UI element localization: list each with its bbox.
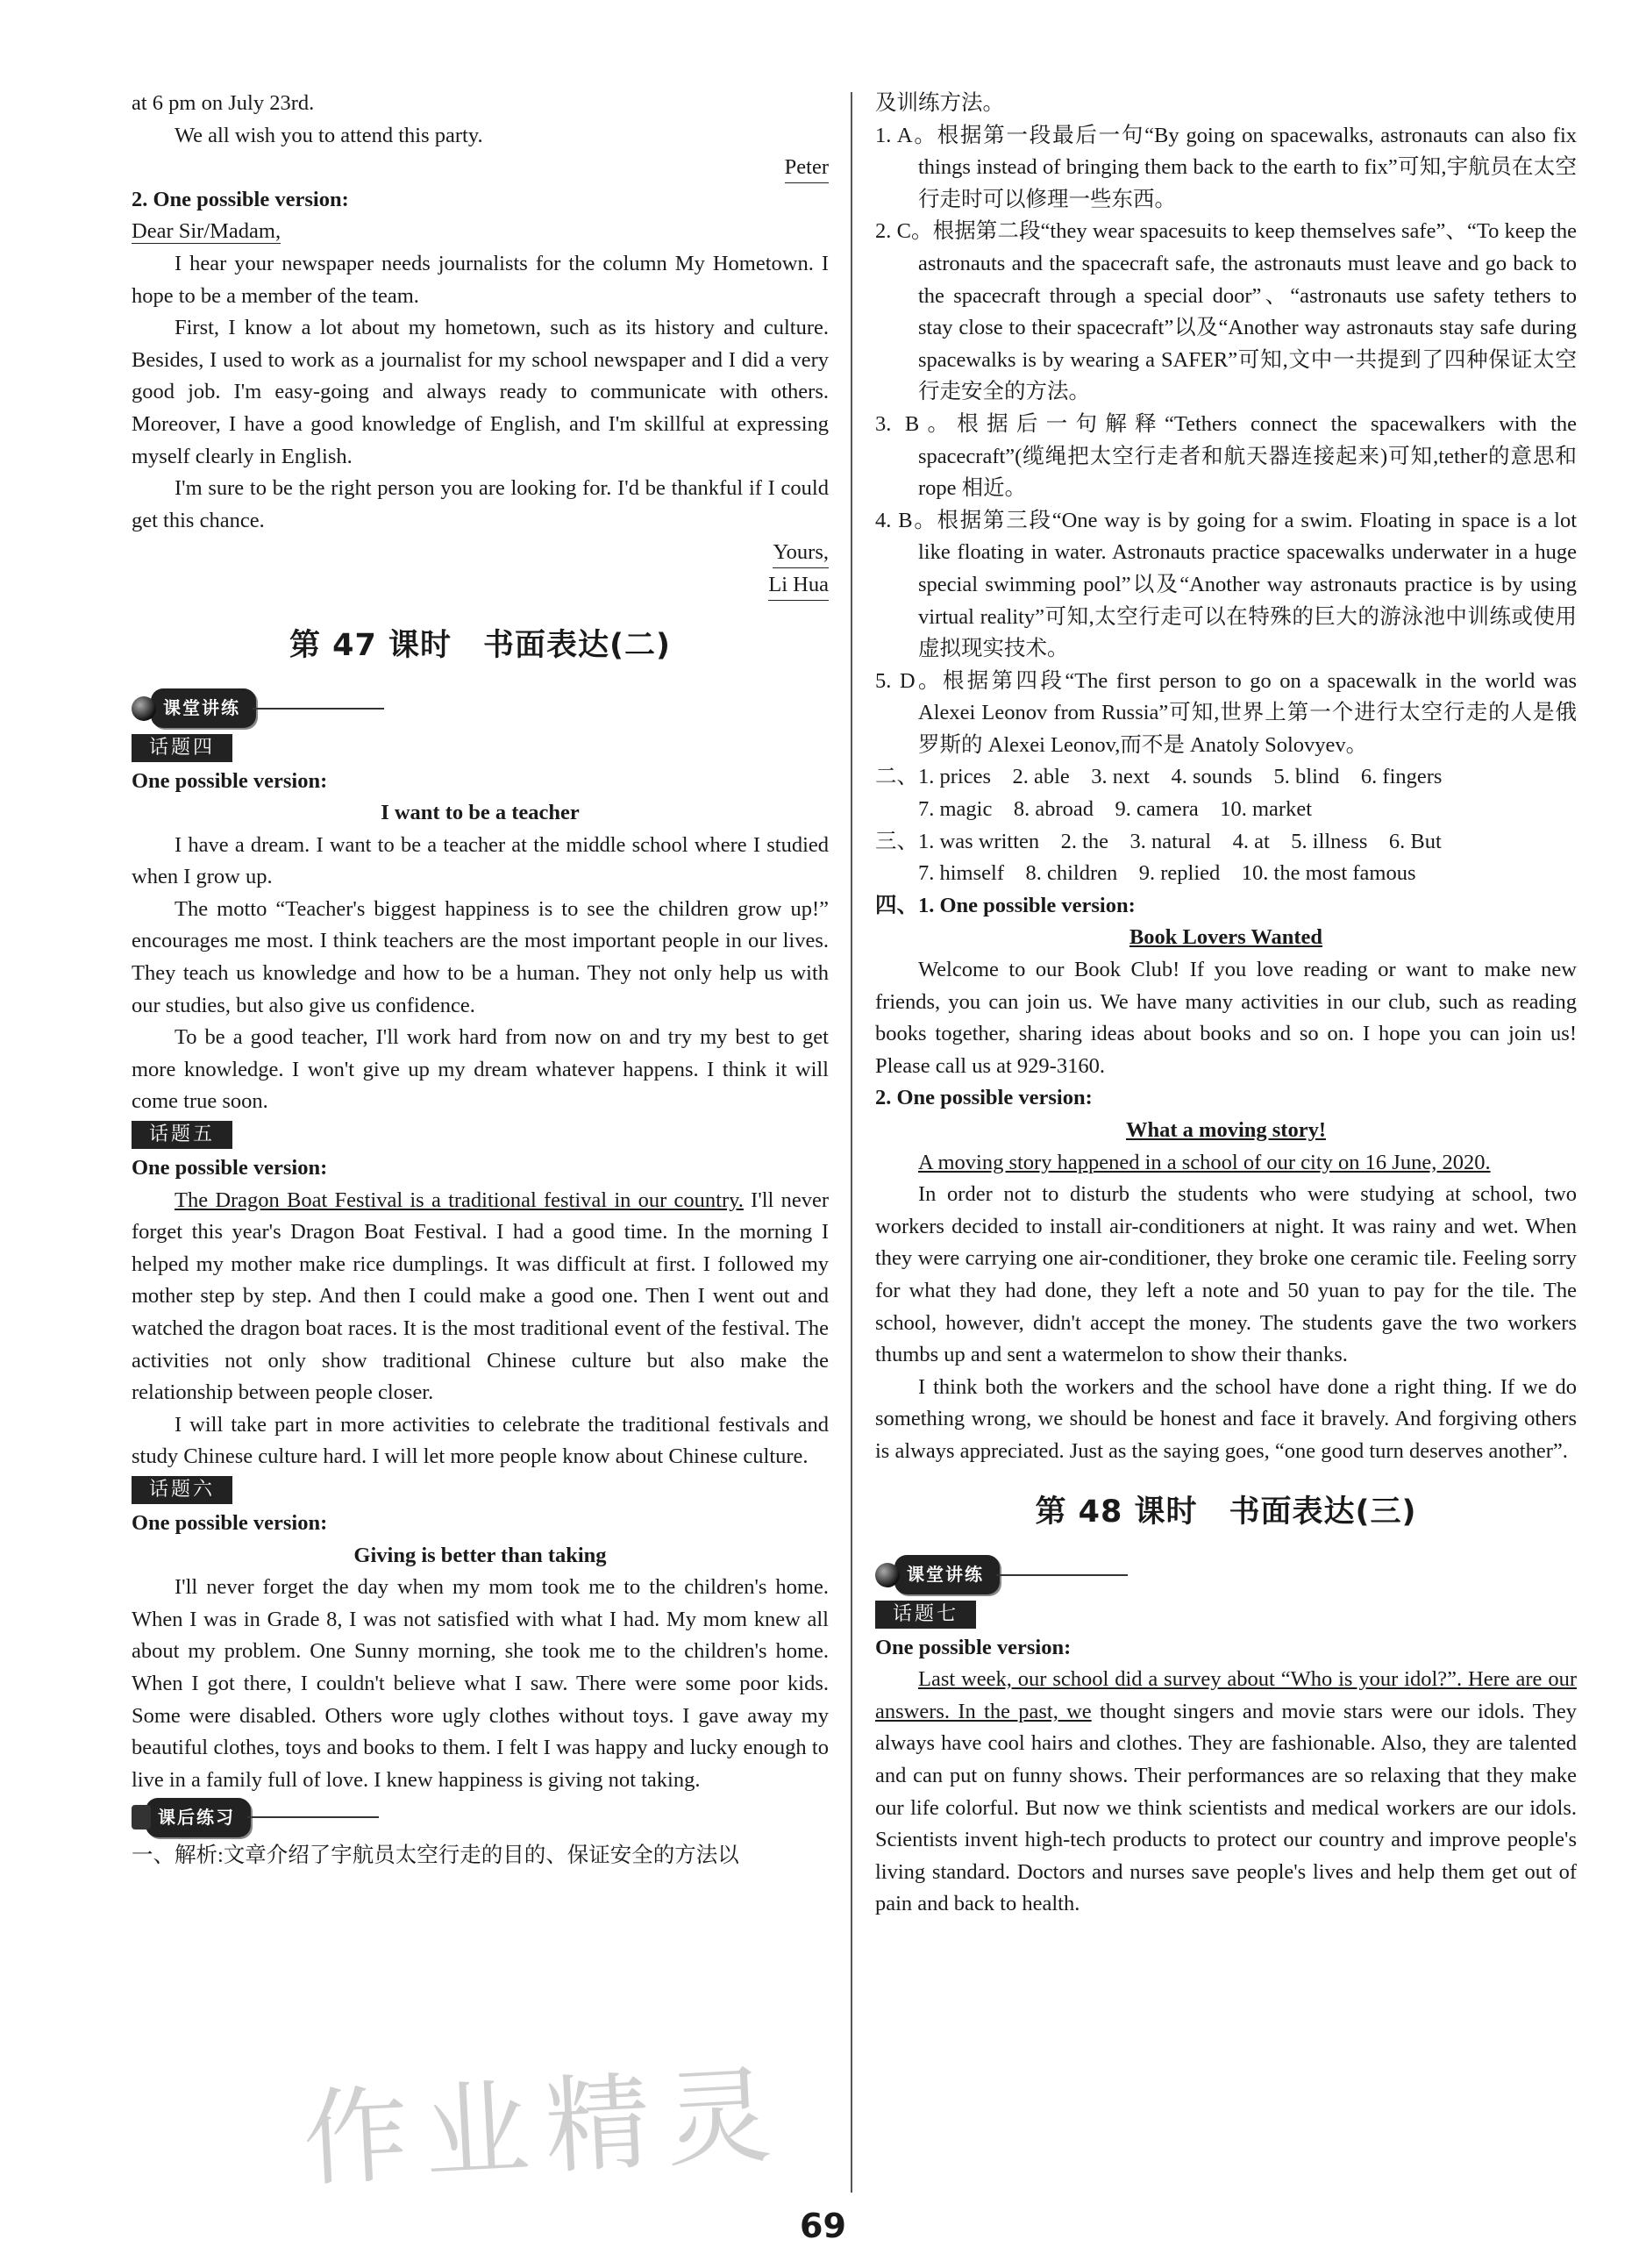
essay-title: Giving is better than taking (353, 1543, 607, 1567)
paragraph: I think both the workers and the school have done a right thing. If we do something wrong, we should be honest and face it bravely. And forgiving others is always appreciated. Just as the saying goes, “one good turn deserves another”. (875, 1374, 1577, 1463)
paragraph: Welcome to our Book Club! If you love reading or want to make new friends, you can join us. We have many activities in our club, such as reading books together, sharing ideas about books and so on. I hope you can join us! Please call us at 929-3160. (875, 958, 1577, 1078)
answer-row: 三、1. was written 2. the 3. natural 4. at 5. illness 6. But (875, 829, 1442, 853)
paragraph: A moving story happened in a school of our city on 16 June, 2020. (918, 1150, 1491, 1174)
closing: Yours, (132, 537, 829, 569)
topic-tag: 话题五 (132, 1121, 232, 1149)
paragraph: To be a good teacher, I'll work hard from now on and try my best to get more knowledge. I won't give up my dream whatever happens. I think it will come true soon. (132, 1025, 829, 1114)
ball-icon (875, 1563, 900, 1587)
essay-title: Book Lovers Wanted (1129, 925, 1323, 950)
signature: Li Hua (132, 569, 829, 602)
version-label: 四、1. One possible version: (875, 893, 1136, 917)
answer-item: 3. B。根据后一句解释“Tethers connect the spacewalkers with the spacecraft”(缆绳把太空行走者和航天器连接起来)可知,tether的意思和 rope 相近。 (875, 411, 1577, 501)
essay-title: I want to be a teacher (381, 801, 580, 825)
answer-row: 7. himself 8. children 9. replied 10. the most famous (918, 861, 1416, 886)
version-label: 2. One possible version: (132, 187, 349, 211)
section-banner: 课堂讲练 (875, 1558, 1128, 1593)
section-banner: 课后练习 (132, 1800, 379, 1835)
section-banner: 课堂讲练 (132, 691, 384, 726)
paragraph: I'm sure to be the right person you are looking for. I'd be thankful if I could get this chance. (132, 476, 829, 532)
analysis-text: 一、解析:文章介绍了宇航员太空行走的目的、保证安全的方法以 (132, 1844, 739, 1868)
paragraph: I will take part in more activities to celebrate the traditional festivals and study Chinese culture hard. I will let more people know about Chinese culture. (132, 1412, 829, 1469)
answer-item: 5. D。根据第四段“The first person to go on a spacewalk in the world was Alexei Leonov from Russia”可知,世界上第一个进行太空行走的人是俄罗斯的 Alexei Leonov,而不是 Anatoly Solovyev。 (875, 668, 1577, 757)
answer-row: 二、1. prices 2. able 3. next 4. sounds 5. blind 6. fingers (875, 765, 1443, 789)
text-line: We all wish you to attend this party. (175, 123, 483, 147)
version-label: One possible version: (132, 768, 328, 793)
analysis-text: 及训练方法。 (875, 91, 1004, 115)
ball-icon (132, 696, 156, 721)
paragraph: The Dragon Boat Festival is a traditional festival in our country. I'll never forget this year's Dragon Boat Festival. I had a good time. In the morning I helped my mother make rice dumplings. It was difficult at first. I followed my mother step by step. And then I could make a good one. Then I went out and watched the dragon boat races. It is the most traditional event of the festival. The activities not only show traditional Chinese culture but also make the relationship between people closer. (132, 1187, 829, 1405)
column-divider (851, 92, 852, 2193)
answer-item: 1. A。根据第一段最后一句“By going on spacewalks, astronauts can also fix things instead of bringing them back to the earth to fix”可知,宇航员在太空行走时可以修理一些东西。 (875, 123, 1577, 211)
version-label: One possible version: (132, 1510, 328, 1535)
signature: Peter (132, 152, 829, 184)
trophy-icon (132, 1805, 151, 1829)
answer-item: 2. C。根据第二段“they wear spacesuits to keep themselves safe”、“To keep the astronauts and the spacecraft safe, the astronauts must leave and go back to the spacecraft through a special door”、“astronauts use safety tethers to stay close to their spacecraft”以及“Another way astronauts stay safe during spacewalks is by wearing a SAFER”可知,文中一共提到了四种保证太空行走安全的方法。 (875, 219, 1577, 404)
watermark: 作业精灵 (300, 2054, 790, 2202)
answer-item: 4. B。根据第三段“One way is by going for a swim. Floating in space is a lot like floating in water. Astronauts practice spacewalks underwater in a huge special swimming pool”以及“Another way astronauts practice is by using virtual reality”可知,太空行走可以在特殊的巨大的游泳池中训练或使用虚拟现实技术。 (875, 508, 1577, 661)
greeting: Dear Sir/Madam, (132, 219, 281, 244)
version-label: 2. One possible version: (875, 1086, 1093, 1110)
paragraph: I hear your newspaper needs journalists for the column My Hometown. I hope to be a member of the team. (132, 251, 829, 308)
version-label: One possible version: (132, 1156, 328, 1180)
paragraph: In order not to disturb the students who were studying at school, two workers decided to install air-conditioners at night. It was rainy and wet. When they were carrying one air-conditioner, they broke one ceramic tile. Feeling sorry for what they had done, they left a note and 50 yuan to pay for the tile. The school, however, didn't accept the money. The students gave the two workers thumbs up and sent a watermelon to show their thanks. (875, 1182, 1577, 1367)
left-column (132, 88, 829, 1872)
answer-row: 7. magic 8. abroad 9. camera 10. market (918, 797, 1313, 822)
lesson-title: 第 48 课时 书面表达(三) (1035, 1494, 1417, 1530)
paragraph: I'll never forget the day when my mom took me to the children's home. When I was in Grade 8, I was not satisfied with what I had. My mom knew all about my problem. One Sunny morning, she took me to the children's home. When I got there, I couldn't believe what I saw. There were some poor kids. Some were disabled. Others wore ugly clothes without toys. I gave away my beautiful clothes, toys and books to them. I felt I was happy and lucky enough to live in a family full of love. I knew happiness is giving not taking. (132, 1575, 829, 1792)
right-column (875, 88, 1577, 1921)
paragraph: The motto “Teacher's biggest happiness is to see the children grow up!” encourages me most. I think teachers are the most important people in our lives. They teach us knowledge and how to be a human. They not only help us with our studies, but also give us confidence. (132, 896, 829, 1017)
page-number: 69 (800, 2207, 846, 2245)
lesson-title: 第 47 课时 书面表达(二) (289, 627, 672, 663)
essay-title: What a moving story! (1126, 1118, 1326, 1142)
topic-tag: 话题六 (132, 1476, 232, 1504)
topic-tag: 话题七 (875, 1601, 976, 1629)
topic-tag: 话题四 (132, 734, 232, 762)
paragraph: Last week, our school did a survey about “Who is your idol?”. Here are our answers. In the past, we thought singers and movie stars were our idols. They always have cool hairs and clothes. They are fashionable. Also, they are talented and can put on funny shows. Their performances are so relaxing that they make our life colorful. But now we think scientists and medical workers are our idols. Scientists invent high-tech products to protect our country and improve people's living standard. Doctors and nurses save people's lives and help them get out of pain and back to health. (875, 1667, 1577, 1916)
version-label: One possible version: (875, 1635, 1072, 1659)
paragraph: I have a dream. I want to be a teacher at the middle school where I studied when I grow up. (132, 832, 829, 889)
paragraph: First, I know a lot about my hometown, such as its history and culture. Besides, I used to work as a journalist for my school newspaper and I did a very good job. I'm easy-going and always ready to communicate with others. Moreover, I have a good knowledge of English, and I'm skillful at expressing myself clearly in English. (132, 316, 829, 468)
text-line: at 6 pm on July 23rd. (132, 91, 315, 115)
